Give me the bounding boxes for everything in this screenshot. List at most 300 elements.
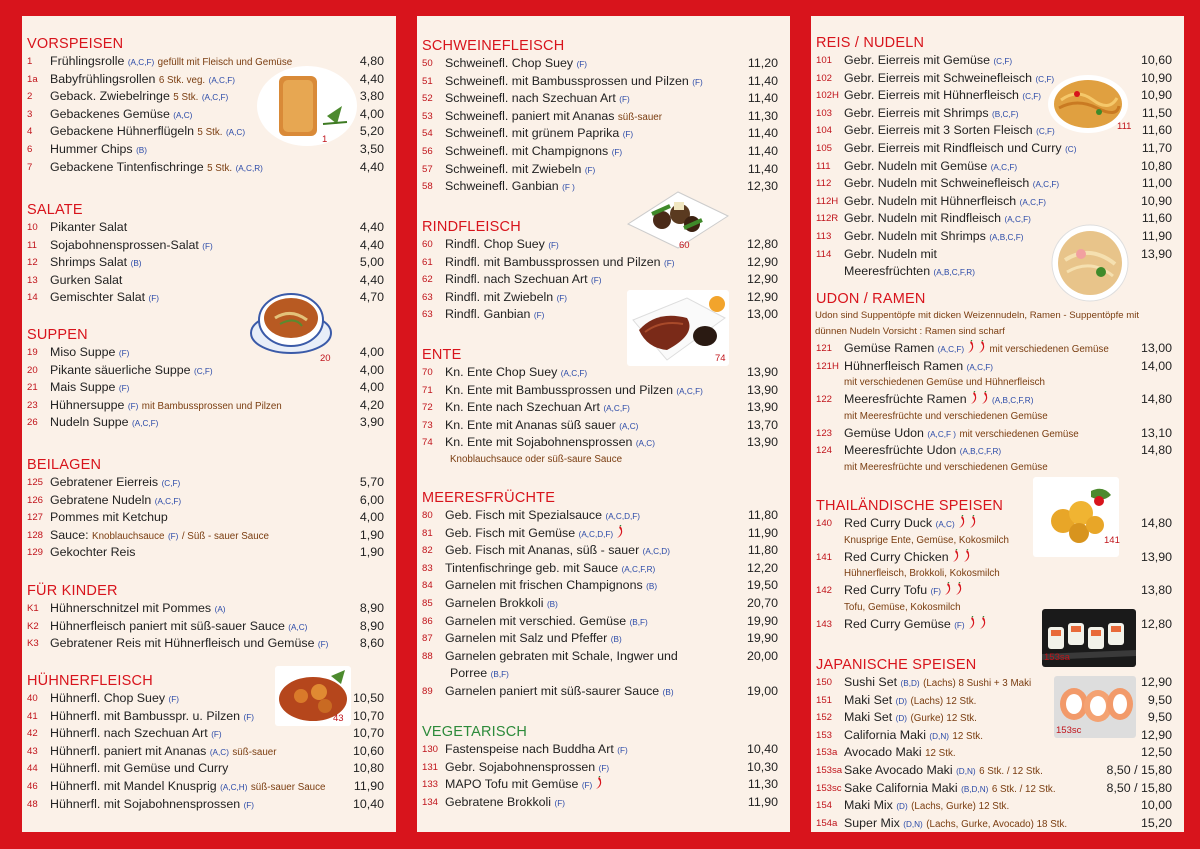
item-name-group	[445, 178, 575, 197]
item-number: 60	[422, 239, 433, 250]
item-name: Kn. Ente mit Bambussprossen und Pilzen	[445, 382, 673, 397]
allergen-codes: (D,N)	[929, 731, 949, 741]
item-name-group	[50, 123, 245, 142]
item-name: Geb. Fisch mit Gemüse	[445, 525, 576, 540]
item-number: 52	[422, 93, 433, 105]
item-price: 12,50	[1140, 745, 1172, 760]
item-name-group	[844, 391, 1033, 410]
menu-item	[417, 741, 790, 759]
section-title: VORSPEISEN	[27, 36, 124, 52]
item-number: 85	[422, 597, 433, 609]
item-name: California Maki	[844, 727, 926, 742]
item-name-group	[445, 382, 703, 401]
item-name-continued-text: Meeresfrüchten	[844, 264, 931, 279]
allergen-codes: (A,C,F)	[676, 386, 703, 396]
item-number: 140	[816, 518, 833, 529]
allergen-codes: (B)	[646, 582, 658, 592]
allergen-codes: (A,B,C,F,R)	[959, 447, 1002, 457]
menu-item	[22, 379, 396, 397]
item-name: Gebr. Nudeln mit Hühnerfleisch	[844, 193, 1017, 208]
menu-item	[22, 725, 396, 743]
item-name-group	[844, 744, 956, 763]
section-intro: Udon sind Suppentöpfe mit dicken Weizennudeln, Ramen - Suppentöpfe mit	[815, 310, 1140, 321]
item-name-group	[50, 219, 127, 237]
item-price: 8,60	[359, 636, 384, 651]
item-number: 20	[27, 364, 38, 376]
menu-item	[22, 796, 396, 814]
item-name: Shrimps Salat	[50, 255, 128, 270]
menu-item	[811, 340, 1184, 358]
section-rind	[417, 218, 790, 324]
allergen-codes: (A,C,F)	[966, 362, 993, 372]
item-number: 101	[816, 55, 833, 66]
section-ente	[417, 346, 790, 468]
item-price: 10,80	[1140, 158, 1172, 173]
item-note: mit verschiedenen Gemüse	[959, 428, 1079, 440]
item-number: 151	[816, 694, 833, 706]
menu-item	[417, 434, 790, 452]
item-name-group	[50, 618, 307, 637]
item-number: 103	[816, 107, 833, 119]
item-name-group	[50, 708, 254, 727]
menu-item	[417, 254, 790, 272]
item-name-group	[50, 492, 181, 511]
photo-number-label: 111	[1117, 121, 1132, 132]
allergen-codes: (C,F)	[1022, 92, 1042, 102]
item-name: Gebr. Nudeln mit Gemüse	[844, 158, 988, 173]
allergen-codes: (A,C)	[619, 421, 639, 431]
allergen-codes: (A,C,F)	[1019, 197, 1047, 207]
menu-item	[22, 635, 396, 653]
menu-item	[417, 306, 790, 324]
photo-number-label: 141	[1104, 535, 1120, 546]
item-number: 74	[422, 437, 433, 449]
item-name: Gekochter Reis	[50, 545, 136, 560]
allergen-codes: (F)	[554, 798, 565, 808]
item-number: 10	[27, 222, 38, 233]
allergen-codes: (F)	[148, 294, 159, 304]
item-price: 10,90	[1140, 88, 1172, 103]
item-name: Hühnerfl. mit Mandel Knusprig	[50, 778, 217, 793]
item-note: 6 Stk. / 12 Stk.	[979, 765, 1043, 777]
allergen-codes: (C,F)	[193, 366, 213, 376]
item-number: K2	[27, 620, 39, 632]
item-name-group	[50, 778, 325, 797]
item-name: Avocado Maki	[844, 745, 922, 760]
section-title: REIS / NUDELN	[816, 35, 925, 51]
item-note: 6 Stk. / 12 Stk.	[991, 783, 1056, 795]
item-name-group	[844, 815, 1067, 834]
item-name-group	[844, 797, 1009, 816]
item-name-group	[844, 105, 1018, 124]
item-name-group	[50, 509, 168, 527]
item-name-group	[844, 175, 1059, 194]
section-salate	[22, 201, 396, 307]
menu-item	[811, 780, 1184, 798]
item-name: Garnelen mit verschied. Gemüse	[445, 613, 627, 628]
item-name: Fastenspeise nach Buddha Art	[445, 742, 614, 756]
item-name-group	[844, 762, 1043, 781]
section-schwein	[417, 37, 790, 196]
section-title: BEILAGEN	[27, 457, 102, 473]
beef-dish-photo	[622, 184, 734, 252]
allergen-codes: (D)	[895, 714, 908, 724]
item-name-group	[844, 228, 1023, 247]
menu-item	[417, 683, 790, 701]
item-name-group	[844, 358, 993, 377]
menu-item	[811, 140, 1184, 158]
allergen-codes: (F)	[168, 695, 179, 704]
section-title: UDON / RAMEN	[816, 291, 926, 307]
item-name-group	[445, 417, 638, 436]
menu-item	[811, 358, 1184, 376]
item-note: (Lachs) 8 Sushi + 3 Maki	[923, 678, 1032, 689]
item-note: 5 Stk.	[173, 92, 199, 104]
item-name-group	[844, 140, 1076, 159]
item-number: 63	[422, 291, 433, 303]
item-number: 58	[422, 181, 433, 193]
item-name: Nudeln Suppe	[50, 415, 129, 430]
item-number: 112	[816, 178, 832, 190]
item-name: Schweinefl. Chop Suey	[445, 56, 574, 70]
item-number: 1a	[27, 73, 38, 85]
item-price: 13,90	[746, 435, 778, 450]
item-price: 12,80	[1140, 616, 1172, 631]
allergen-codes: (F)	[202, 241, 213, 251]
item-note: 12 Stk.	[952, 730, 983, 742]
item-number: 111	[816, 160, 831, 172]
menu-item	[417, 613, 790, 631]
item-price: 13,90	[1140, 246, 1172, 261]
seafood-noodles-photo	[1051, 224, 1129, 302]
allergen-codes: (A,C,F)	[937, 345, 965, 354]
item-price: 11,40	[747, 73, 778, 88]
item-note: 12 Stk.	[925, 748, 956, 760]
item-number: 26	[27, 417, 38, 429]
item-number: 122	[816, 394, 833, 406]
item-price: 5,20	[359, 124, 384, 139]
photo-number-label: 60	[679, 240, 690, 251]
item-price: 10,90	[1140, 70, 1172, 85]
menu-item	[22, 362, 396, 380]
item-name: Pikante säuerliche Suppe	[50, 362, 191, 377]
item-price: 4,00	[359, 106, 384, 121]
item-name-group	[50, 690, 179, 709]
item-name-group	[50, 600, 226, 619]
item-number: 104	[816, 125, 833, 137]
allergen-codes: (A,C)	[209, 747, 229, 757]
item-name: Gebr. Nudeln mit Rindfleisch	[844, 211, 1002, 226]
item-name: Red Curry Gemüse	[844, 616, 951, 631]
allergen-codes: (D,N)	[903, 819, 923, 829]
item-price: 4,40	[359, 159, 384, 174]
chili-icon	[950, 549, 960, 563]
allergen-codes: (C)	[1065, 144, 1077, 154]
menu-item	[22, 272, 396, 290]
item-name: Hühnerfleisch Ramen	[844, 358, 964, 373]
item-name-group	[445, 143, 622, 162]
item-price: 13,00	[746, 307, 778, 322]
item-name-group	[445, 125, 633, 144]
item-note: süß-sauer Sauce	[250, 781, 326, 793]
item-name-group	[445, 254, 674, 273]
section-udon	[811, 290, 1184, 476]
item-number: 56	[422, 145, 433, 157]
item-name-group	[445, 271, 602, 290]
item-name: Kn. Ente nach Szechuan Art	[445, 400, 600, 415]
allergen-codes: (F)	[243, 712, 254, 722]
menu-item	[811, 442, 1184, 460]
item-price: 19,50	[746, 578, 778, 593]
photo-number-label: 153sc	[1056, 725, 1082, 736]
item-number: 121H	[816, 360, 839, 372]
item-name: Schweinefl. mit grünem Paprika	[445, 126, 620, 141]
item-name-group	[50, 362, 213, 381]
item-name-group	[844, 340, 1109, 359]
menu-item	[417, 178, 790, 196]
item-number: 2	[27, 91, 33, 103]
menu-item	[22, 219, 396, 237]
item-number: 41	[27, 710, 38, 722]
allergen-codes: (F)	[127, 401, 139, 411]
item-price: 8,90	[359, 601, 384, 615]
chili-icon	[614, 525, 624, 539]
item-number: 40	[27, 693, 38, 704]
item-price: 4,20	[359, 397, 384, 412]
allergen-codes: (F)	[167, 531, 179, 541]
item-price: 11,60	[1141, 211, 1172, 226]
allergen-codes: (D)	[896, 802, 908, 812]
item-price: 10,60	[1140, 53, 1172, 67]
item-price: 10,70	[352, 708, 384, 723]
item-price: 10,80	[352, 761, 384, 776]
menu-item	[417, 73, 790, 91]
item-name-group	[445, 434, 655, 453]
allergen-codes: (B)	[130, 259, 142, 269]
section-title: SUPPEN	[27, 327, 88, 343]
item-name: Rindfl. Chop Suey	[445, 237, 545, 251]
item-name: Super Mix	[844, 815, 900, 830]
item-name: Sauce:	[50, 527, 89, 542]
item-name-group	[445, 55, 587, 74]
item-name-continued	[417, 665, 790, 683]
allergen-codes: (A,C,F)	[154, 496, 182, 506]
allergen-codes: (A,B,C,F,R)	[992, 396, 1034, 406]
item-name-group	[445, 161, 595, 180]
menu-item	[811, 425, 1184, 443]
item-price: 14,80	[1140, 443, 1172, 458]
menu-column-middle	[417, 16, 790, 832]
item-number: 154	[816, 800, 833, 812]
spring-roll-photo	[257, 66, 357, 146]
item-name: Schweinefl. mit Bambussprossen und Pilzen	[445, 73, 689, 88]
item-name-group	[445, 364, 587, 383]
section-title: ENTE	[422, 347, 462, 363]
section-title: FÜR KINDER	[27, 583, 118, 599]
allergen-codes: (F)	[317, 640, 329, 650]
item-name: Gebr. Eierreis mit Gemüse	[844, 53, 990, 67]
item-note: 6 Stk. veg.	[158, 74, 206, 86]
menu-item	[417, 143, 790, 161]
item-name: Gebr. Nudeln mit Schweinefleisch	[844, 176, 1030, 191]
item-name: Pikanter Salat	[50, 220, 128, 234]
section-title: RINDFLEISCH	[422, 219, 521, 235]
item-name-group	[445, 507, 640, 526]
item-name-group	[50, 397, 282, 416]
item-number: 128	[27, 529, 44, 541]
item-name-group	[844, 582, 963, 601]
item-price: 20,70	[746, 595, 778, 610]
allergen-codes: (A,C)	[288, 622, 308, 632]
item-price: 10,40	[746, 742, 778, 756]
item-name-group	[844, 727, 983, 746]
item-name-group	[445, 741, 628, 760]
menu-item	[417, 577, 790, 595]
item-name-group	[50, 71, 235, 90]
item-number: 86	[422, 615, 433, 627]
menu-item	[417, 90, 790, 108]
item-number: 150	[816, 677, 833, 688]
item-number: 80	[422, 510, 433, 521]
item-name: Garnelen gebraten mit Schale, Ingwer und	[445, 648, 678, 663]
menu-item	[417, 595, 790, 613]
chili-icon	[968, 391, 978, 405]
item-price: 4,00	[359, 510, 384, 525]
item-number: 7	[27, 161, 33, 173]
chili-icon	[942, 582, 952, 596]
item-price: 8,90	[359, 618, 384, 633]
item-name-group	[844, 549, 971, 567]
menu-item	[417, 125, 790, 143]
item-price: 10,70	[352, 726, 384, 741]
item-description: mit verschiedenen Gemüse und Hühnerfleisch	[844, 377, 1045, 389]
photo-number-label: 1	[322, 134, 328, 145]
item-number: 21	[27, 382, 38, 394]
item-name-group	[844, 515, 977, 534]
item-price: 12,80	[746, 237, 778, 251]
item-name: Garnelen mit Salz und Pfeffer	[445, 631, 608, 646]
menu-item	[22, 397, 396, 415]
allergen-codes: (A,C,D,F)	[578, 529, 614, 539]
allergen-codes: (F)	[584, 165, 596, 175]
item-name-group	[445, 399, 630, 418]
item-price: 6,00	[359, 492, 384, 507]
item-price: 1,90	[359, 545, 384, 560]
item-price: 4,00	[359, 345, 384, 359]
item-name: Gebr. Sojabohnensprossen	[445, 759, 596, 774]
chili-icon	[967, 515, 977, 529]
item-price: 14,00	[1140, 358, 1172, 373]
menu-item	[22, 159, 396, 177]
item-number: 141	[816, 551, 833, 563]
menu-item	[417, 108, 790, 126]
item-number: 12	[27, 257, 38, 269]
item-number: 153sa	[816, 764, 843, 776]
allergen-codes: (A,C,F)	[1032, 180, 1060, 190]
duck-dish-photo	[627, 290, 729, 366]
item-name: Gemüse Ramen	[844, 341, 935, 355]
item-name: Hühnerfl. mit Sojabohnensprossen	[50, 796, 241, 811]
item-note: (Lachs, Gurke) 12 Stk.	[911, 801, 1010, 813]
item-name: Gebr. Eierreis mit Schweinefleisch	[844, 70, 1032, 85]
item-name-group	[844, 780, 1056, 799]
item-price: 8,50 / 15,80	[1106, 780, 1172, 795]
item-price: 13,10	[1140, 425, 1172, 440]
item-name-group	[50, 272, 122, 290]
item-name-group	[445, 776, 603, 795]
item-name: Gurken Salat	[50, 272, 123, 287]
item-name-group	[445, 613, 648, 632]
item-number: 72	[422, 402, 433, 414]
allergen-codes: (F)	[692, 77, 703, 87]
allergen-codes: (D,N)	[956, 766, 976, 776]
item-name: Hühnerfl. Chop Suey	[50, 691, 166, 705]
menu-item	[417, 542, 790, 560]
item-number: 123	[816, 427, 833, 439]
menu-item	[417, 271, 790, 289]
item-number: 51	[422, 75, 433, 87]
item-name: MAPO Tofu mit Gemüse	[445, 777, 579, 792]
item-name-group	[50, 379, 129, 398]
allergen-codes: (F)	[664, 258, 675, 268]
allergen-codes: (F)	[622, 130, 634, 140]
allergen-codes: (A,C,F,R)	[621, 564, 656, 574]
allergen-codes: (A,C,F)	[201, 93, 229, 103]
item-number: 127	[27, 512, 44, 524]
item-number: 142	[816, 585, 833, 597]
chili-icon	[976, 340, 986, 354]
item-note: / Süß - sauer Sauce	[181, 530, 269, 542]
item-name: Kn. Ente Chop Suey	[445, 365, 558, 379]
item-number: 71	[422, 384, 433, 396]
item-price: 12,90	[1140, 675, 1172, 689]
allergen-codes: (A,C)	[225, 128, 246, 138]
item-name: Geb. Fisch mit Spezialsauce	[445, 508, 603, 522]
item-name: Schweinefl. Ganbian	[445, 179, 559, 194]
menu-item	[417, 236, 790, 254]
item-price: 3,50	[359, 141, 384, 156]
allergen-codes: (A,C,F)	[127, 58, 155, 67]
item-number: 102H	[816, 90, 839, 102]
item-name-group	[50, 88, 228, 107]
item-price: 10,40	[352, 796, 384, 811]
allergen-codes: (F)	[118, 349, 130, 358]
item-number: 23	[27, 399, 38, 411]
item-price: 10,60	[352, 743, 384, 758]
item-note: (Lachs, Gurke, Avocado) 18 Stk.	[926, 818, 1068, 830]
item-name-group	[445, 595, 558, 614]
menu-item	[417, 648, 790, 666]
item-name: Gebr. Eierreis mit Shrimps	[844, 105, 989, 120]
item-name-group	[445, 630, 622, 649]
item-note: 5 Stk.	[197, 127, 223, 139]
item-number: 88	[422, 650, 433, 662]
allergen-codes: (F)	[556, 293, 568, 303]
item-price: 13,70	[746, 417, 778, 432]
item-number: 153a	[816, 747, 838, 759]
item-name-group	[50, 344, 129, 363]
item-name-group	[445, 648, 678, 666]
item-price: 1,90	[359, 527, 384, 542]
allergen-codes: (B,D,N)	[961, 784, 989, 794]
item-number: 46	[27, 780, 38, 792]
chili-icon	[953, 582, 963, 596]
allergen-codes: (A,C,F)	[560, 369, 588, 378]
item-name: Meeresfrüchte Udon	[844, 443, 957, 458]
allergen-codes: (F)	[611, 147, 623, 157]
item-name: Maki Mix	[844, 798, 893, 813]
chili-icon	[593, 776, 603, 790]
